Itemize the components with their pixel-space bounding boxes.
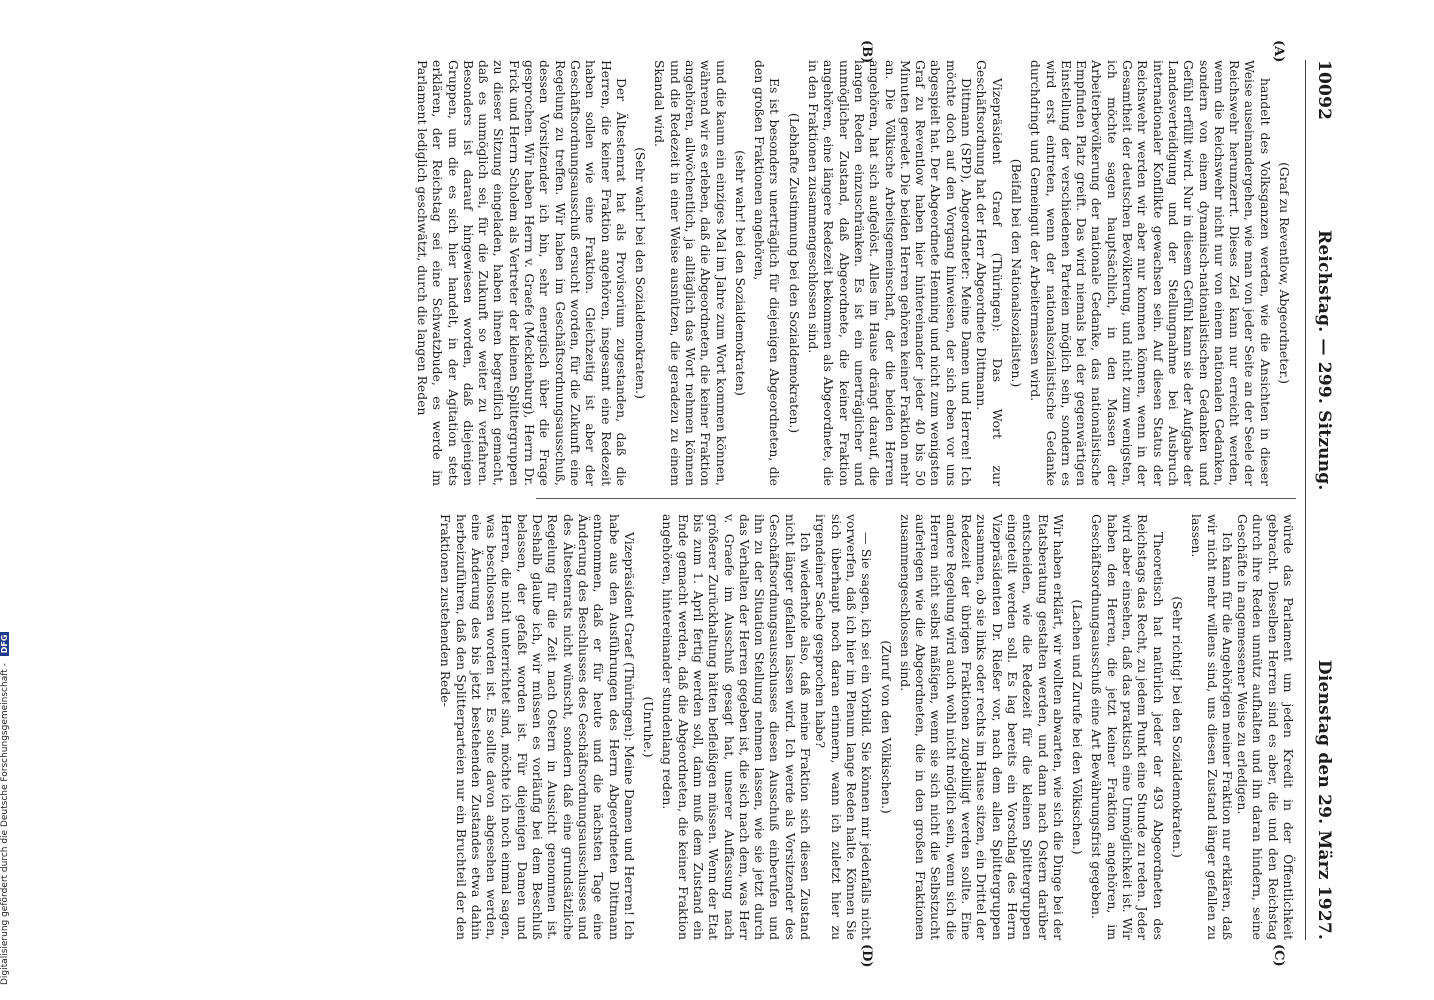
paragraph: Der Ältestenrat hat als Provisorium zugestanden, daß die Herren, die keiner Fraktion angehören, insgesamt eine Redezeit haben sollen wie eine Fraktion. Gleichzeitig ist aber der Geschäftsordnungsausschuß ersucht worden, für die Zukunft eine Regelung zu treffen. Wir haben im Geschäftsordnungsausschuß, dessen Vorsitzender ich bin, sehr energisch über die Frage gesprochen. Wir haben Herrn v. Graefe (Mecklenburg), Herrn Dr. Frick und Herrn Scholem als Vertreter der kleinen Splittergruppen zu dieser Sitzung eingeladen, haben ihnen begreiflich gemacht, daß es unmöglich sei, für die Zukunft so weiter zu verfahren. Besonders ist darauf hingewiesen worden, daß diejenigen Gruppen, um die es sich hier handelt, in der Agitation stets erklären, der Reichstag sei eine Schwatzbude, es werde im Parlament lediglich geschwätzt, durch die langen Reden [414,60,629,486]
session-date: Dienstag den 29. März 1927. [1314,659,1334,940]
session-title: Reichstag. — 299. Sitzung. [1314,230,1334,491]
paragraph: Vizepräsident Graef (Thüringen): Meine Damen und Herren! Ich habe aus den Ausführungen des Herrn Abgeordneten Dittmann entnommen, daß er für heute und die nächsten Tage eine Änderung des Beschlusses des Geschäftsordnungsausschusses und des Ältestenrats nicht wünscht, sondern daß eine grundsätzliche Regelung für die Zeit nach Ostern in Aussicht genommen ist. Deshalb glaube ich, wir müssen es vorläufig bei dem Beschluß belassen, der gefaßt worden ist. Für diejenigen Damen und Herren, die nicht unterrichtet sind, möchte ich noch einmal sagen, was beschlossen worden ist. Es sollte davon abgesehen werden, eine Änderung des bis jetzt bestehenden Zustandes etwa dahin herbeizuführen, daß den Splitterparteien nur ein Bruchteil der den Fraktionen zustehenden Rede- [438,514,637,940]
page-number: 10092 [1314,60,1334,121]
interjection: (Sehr wahr! bei den Sozialdemokraten.) [633,147,649,399]
column-divider [536,498,1296,499]
interjection: (sehr wahr! bei den Sozialdemokraten) [732,150,748,396]
paragraph: Es ist besonders unerträglich für diejenigen Abgeordneten, die den großen Fraktionen angehören, [752,60,783,486]
speaker-note: (Graf zu Reventlow, Abgeordneter.) [1277,162,1292,384]
left-column [415,60,1296,486]
paragraph: handelt des Volksganzen werden, wie die Ansichten in dieser Weise auseinandergehen, wie man von jeder Seite an der Seele der Reichswehr herumzerrt. Dieses Ziel kann nur erreicht werden, wenn die Reichswehr nicht nur von einem nationalen Gedanken, sondern von einem dynamisch-nationalistischen Gedanken und Gefühl erfüllt wird. Nur in diesem Gefühl kann sie der Aufgabe der Landesverteidigung und der Stellungnahme bei Ausbruch internationaler Konflikte gewachsen sein. Auf diesen Status der Reichswehr werden wir aber nur kommen können, wenn in der Gesamtheit der deutschen Bevölkerung, und nicht zum wenigsten, ich möchte sagen hauptsächlich, in den Massen der Arbeiterbevölkerung der nationale Gedanke, das nationalistische Empfinden Platz greift. Das wird niemals bei der gegenwärtigen Einstellung der verschiedenen Parteien möglich sein, sondern es wird erst eintreten, wenn der nationalsozialistische Gedanke durchdringt und Gemeingut der Arbeitermassen wird. [1028,60,1273,486]
interjection: (Unruhe.) [641,696,657,758]
margin-marker-c: (C) [1271,944,1286,967]
paragraph: — Sie sagen, ich sei ein Vorbild. Sie können mir jedenfalls nicht vorwerfen, daß ich hier im Plenum lange Reden halte. Können Sie sich überhaupt noch daran erinnern, wann ich zuletzt hier zu irgendeiner Sache gesprochen habe? [813,514,875,940]
interjection: (Beifall bei den Nationalsozialisten.) [1008,158,1024,388]
dfg-logo: DFG [0,632,9,657]
paragraph: Dittmann (SPD), Abgeordneter: Meine Damen und Herren! Ich möchte doch auf den Vorgang hinweisen, der sich eben vor uns abgespielt hat. Der Abgeordnete Henning und nicht zum wenigsten Graf zu Reventlow haben hier hintereinander jeder 40 bis 50 Minuten geredet. Die beiden Herren gehören keiner Fraktion mehr an. Die Völkische Arbeitsgemeinschaft, der die beiden Herren angehören, hat sich aufgelöst. Alles im Hause drängt darauf, die langen Reden einzuschränken. Es ist ein unerträglicher und unmöglicher Zustand, daß Abgeordnete, die keiner Fraktion angehören, eine längere Redezeit bekommen als Abgeordnete, die in den Fraktionen zusammengeschlossen sind. [806,60,975,486]
paragraph: Vizepräsident Graef (Thüringen): Das Wort zur Geschäftsordnung hat der Herr Abgeordnete Dittmann. [974,60,1005,486]
paragraph: Wir haben erklärt, wir wollten abwarten, wie sich die Dinge bei der Etatsberatung gestalten werden, und dann nach Ostern darüber entscheiden, wie die Redezeit für die kleinen Splittergruppen eingeteilt werden soll. Es lag bereits ein Vorschlag des Herrn Vizepräsidenten Dr. Rießer vor, nach dem allen Splittergruppen zusammen, ob sie links oder rechts im Hause sitzen, ein Drittel der Redezeit der übrigen Fraktionen zugebilligt werden sollte. Eine andere Regelung wird auch wohl nicht möglich sein, wenn sich die Herren nicht selbst mäßigen, wenn sie sich nicht die Selbstzucht auferlegen wie die Abgeordneten, die in den großen Fraktionen zusammengeschlossen sind. [897,514,1066,940]
margin-marker-d: (D) [859,944,874,968]
digitization-credit [0,0,14,985]
interjection: (Sehr richtig! bei den Sozialdemokraten.) [1169,596,1185,858]
header-rule [1305,60,1306,940]
right-column [438,514,1296,940]
interjection: (Lachen und Zurufe bei den Völkischen.) [1070,599,1086,855]
page-header [1304,60,1334,940]
interjection: (Lebhafte Zustimmung bei den Sozialdemokraten.) [786,112,802,434]
credit-text: Digitalisierung gefördert durch die Deutsche Forschungsgemeinschaft - [0,663,10,985]
margin-marker-b: (B) [859,40,874,64]
paragraph: Ich wiederhole also, daß meine Fraktion sich diesen Zustand nicht länger gefallen lassen wird. Ich werde als Vorsitzender des Geschäftsordnungsausschusses diesen Ausschuß einberufen und ihn zu der Situation Stellung nehmen lassen, wie sie jetzt durch das Verhalten der Herren gegeben ist, die sich nach dem, was Herr v. Graefe im Ausschuß gesagt hat, unserer Auffassung nach größerer Zurückhaltung hätten befleißigen müssen. Wenn der Etat bis zum 1. April fertig werden soll, dann muß dem Zustand ein Ende gemacht werden, daß die Abgeordneten, die keiner Fraktion angehören, hintereinander stundenlang reden. [660,514,814,940]
interjection: (Zuruf von den Völkischen.) [878,640,894,814]
margin-marker-a: (A) [1271,40,1286,63]
paragraph: Ich kann für die Angehörigen meiner Fraktion nur erklären, daß wir nicht mehr willens sind, uns diesen Zustand länger gefallen zu lassen. [1189,514,1235,940]
paragraph: würde das Parlament um jeden Kredit in der Öffentlichkeit gebracht. Dieselben Herren sind es aber, die und den Reichstag durch ihre Reden unnütz aufhalten und ihn daran hindern, seine Geschäfte in angemessener Weise zu erledigen. [1235,514,1296,940]
paragraph: und die kaum ein einziges Mal im Jahre zum Wort kommen können, während wir es erleben, daß die Abgeordneten, die keiner Fraktion angehören, allwöchentlich, ja alltäglich das Wort nehmen können und die Redezeit in einer Weise ausnützen, die geradezu zu einem Skandal wird. [652,60,729,486]
paragraph: Theoretisch hat natürlich jeder der 493 Abgeordneten des Reichstags das Recht, zu jedem Punkt eine Stunde zu reden. Jeder wird aber einsehen, daß das praktisch eine Unmöglichkeit ist. Wir haben den Herren, die jetzt keiner Fraktion angehören, im Geschäftsordnungsausschuß eine Art Bewährungsfrist gegeben. [1089,514,1166,940]
